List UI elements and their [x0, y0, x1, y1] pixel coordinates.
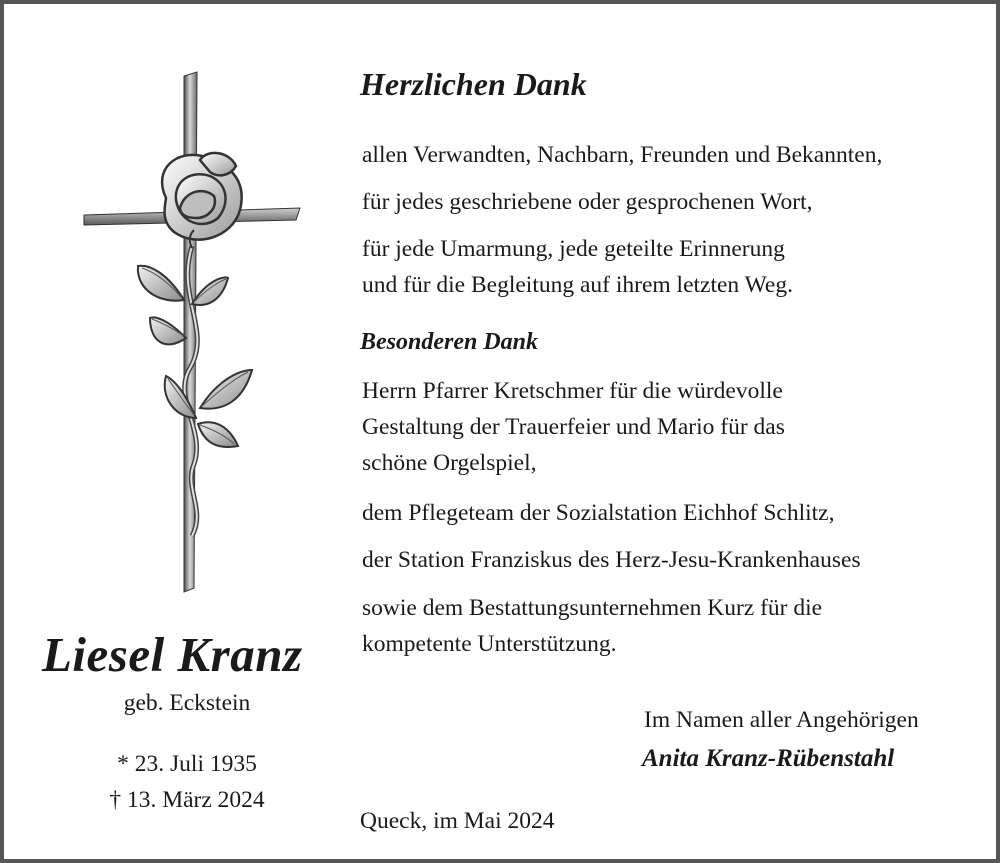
deceased-name: Liesel Kranz	[42, 627, 303, 682]
signature: Anita Kranz-Rübenstahl	[642, 745, 895, 772]
special-thanks-line: dem Pflegeteam der Sozialstation Eichhof Schlitz,	[362, 500, 835, 526]
thanks-line: für jedes geschriebene oder gesprochenen Wort,	[362, 189, 813, 215]
place-and-date: Queck, im Mai 2024	[360, 808, 555, 834]
special-thanks-line: Gestaltung der Trauerfeier und Mario für das	[362, 414, 785, 440]
special-thanks-line: sowie dem Bestattungsunternehmen Kurz für die	[362, 595, 823, 621]
birth-date: * 23. Juli 1935	[117, 751, 257, 777]
special-thanks-line: der Station Franziskus des Herz-Jesu-Krankenhauses	[362, 547, 861, 573]
page-title: Herzlichen Dank	[360, 66, 587, 102]
thanks-line: allen Verwandten, Nachbarn, Freunden und Bekannten,	[362, 142, 883, 168]
special-thanks-line: schöne Orgelspiel,	[362, 450, 537, 476]
section-heading: Besonderen Dank	[360, 329, 539, 355]
thanks-line: und für die Begleitung auf ihrem letzten Weg.	[362, 272, 793, 298]
thanks-line: für jede Umarmung, jede geteilte Erinnerung	[362, 236, 785, 262]
special-thanks-line: Herrn Pfarrer Kretschmer für die würdevolle	[362, 378, 783, 404]
closing-line: Im Namen aller Angehörigen	[644, 707, 919, 733]
death-date: † 13. März 2024	[109, 787, 265, 813]
cross-with-rose-icon	[80, 68, 305, 594]
special-thanks-line: kompetente Unterstützung.	[362, 631, 617, 657]
birth-name: geb. Eckstein	[123, 690, 251, 716]
